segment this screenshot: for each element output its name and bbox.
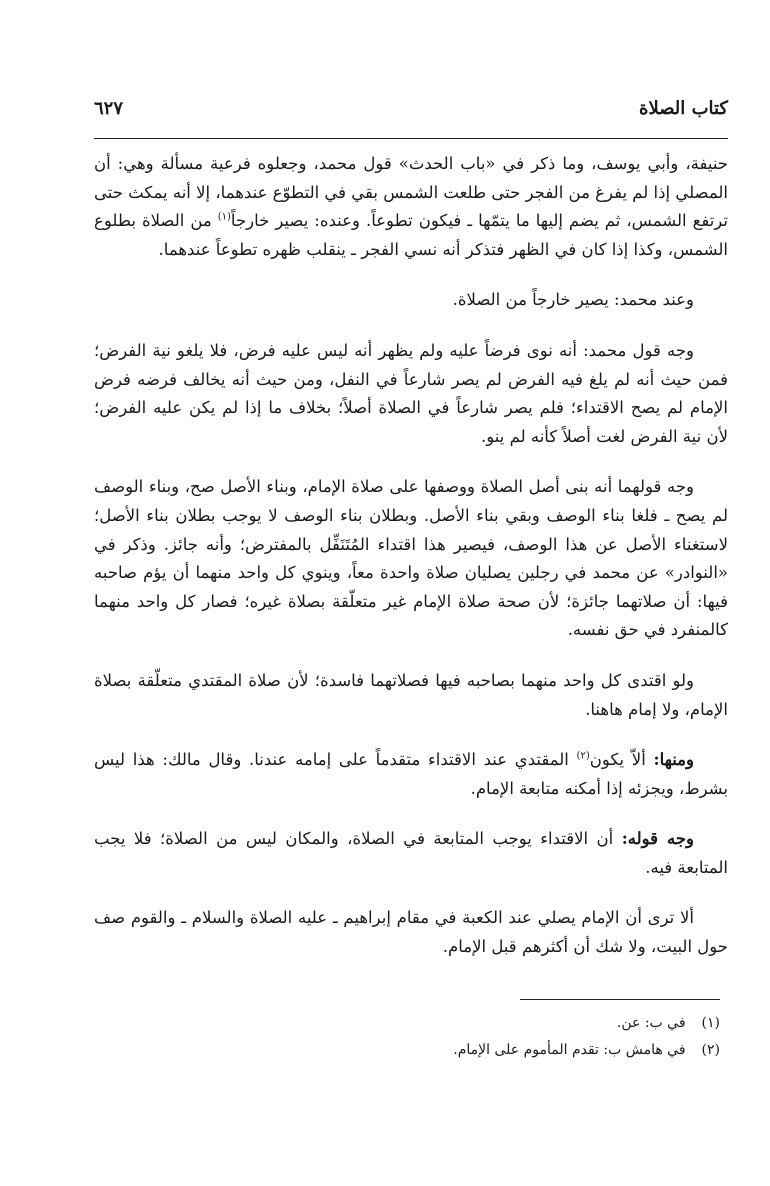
page-header: [94, 96, 728, 126]
paragraph-6: [94, 746, 728, 803]
paragraph-7-lead: وجه قوله:: [621, 829, 694, 849]
footnotes: [94, 1010, 720, 1064]
paragraph-2: وعند محمد: يصير خارجاً من الصلاة.: [452, 290, 694, 310]
paragraph-6-text-b: المقتدي عند الاقتداء متقدماً على إمامه عندنا. وقال مالك: هذا ليس بشرط، ويجزئه إذا أمكنه متابعة الإمام.: [94, 750, 728, 798]
paragraph-6-lead: ومنها:: [653, 750, 694, 770]
main-text: [94, 150, 728, 984]
footnote-2-number: (٢): [701, 1042, 720, 1058]
paragraph-7: [94, 825, 728, 882]
header-divider: [94, 138, 728, 139]
footnote-divider: [520, 999, 720, 1000]
paragraph-1-text-b: من الصلاة بطلوع الشمس، وكذا إذا كان في الظهر فتذكر أنه نسي الفجر ـ ينقلب ظهره تطوعاً عندهما.: [94, 211, 728, 259]
footnote-1-text: في ب: عن.: [616, 1015, 686, 1031]
footnote-1-number: (١): [701, 1015, 720, 1031]
page-number: ٦٢٧: [94, 98, 124, 119]
paragraph-7-text: أن الاقتداء يوجب المتابعة في الصلاة، والمكان ليس من الصلاة؛ فلا يجب المتابعة فيه.: [94, 829, 728, 877]
paragraph-4: وجه قولهما أنه بنى أصل الصلاة ووصفها على صلاة الإمام، وبناء الأصل صح، وبناء الوصف لم يصح ـ فلغا بناء الوصف وبقي بناء الأصل. وبطلان بناء الوصف لا يوجب بطلان بناء الأصل؛ لاستغناء الأصل عن هذا الوصف، فيصير هذا اقتداء المُتَنَفِّل بالمفترض؛ وأنه جائز. وذكر في «النوادر» عن محمد في رجلين يصليان صلاة واحدة معاً، وينوي كل واحد منهما أن يؤم صاحبه فيها: أن صلاتهما جائزة؛ لأن صحة صلاة الإمام غير متعلّقة بصلاة غيره؛ فصار كل واحد منهما كالمنفرد في حق نفسه.: [94, 477, 728, 640]
paragraph-5: ولو اقتدى كل واحد منهما بصاحبه فيها فصلاتهما فاسدة؛ لأن صلاة المقتدي متعلّقة بصلاة الإمام، ولا إمام هاهنا.: [94, 670, 728, 719]
paragraph-3: وجه قول محمد: أنه نوى فرضاً عليه ولم يظهر أنه ليس عليه فرض، فلا يلغو نية الفرض؛ فمن حيث أنه لم يلغ فيه الفرض لم يصر شارعاً في النفل، ومن حيث أنه يخالف فرضه فرض الإمام لم يصح الاقتداء؛ فلم يصر شارعاً في الصلاة أصلاً؛ بخلاف ما إذا لم يكن عليه الفرض؛ لأن نية الفرض لغت أصلاً كأنه لم ينو.: [94, 340, 728, 446]
paragraph-1: [94, 150, 728, 264]
footnote-2: [94, 1037, 720, 1064]
footnote-1: [94, 1010, 720, 1037]
footnote-2-text: في هامش ب: تقدم المأموم على الإمام.: [453, 1042, 686, 1058]
footnote-ref-1: (١): [217, 211, 231, 223]
paragraph-8: ألا ترى أن الإمام يصلي عند الكعبة في مقام إبراهيم ـ عليه الصلاة والسلام ـ والقوم صف حول البيت، ولا شك أن أكثرهم قبل الإمام.: [94, 908, 728, 957]
footnote-ref-2: (٢): [576, 750, 590, 762]
running-title: كتاب الصلاة: [639, 98, 728, 119]
paragraph-6-text-a: ألاّ يكون: [589, 750, 654, 770]
paragraph-1-text-a: حنيفة، وأبي يوسف، وما ذكر في «باب الحدث» قول محمد، وجعلوه فرعية مسألة وهي: أن المصلي إذا لم يفرغ من الفجر حتى طلعت الشمس بقي في التطوّع عندهما، إلا أنه يمكث حتى ترتفع الشمس، ثم يضم إليها ما يتمّها ـ فيكون تطوعاً. وعنده: يصير خارجاً: [93, 154, 728, 231]
